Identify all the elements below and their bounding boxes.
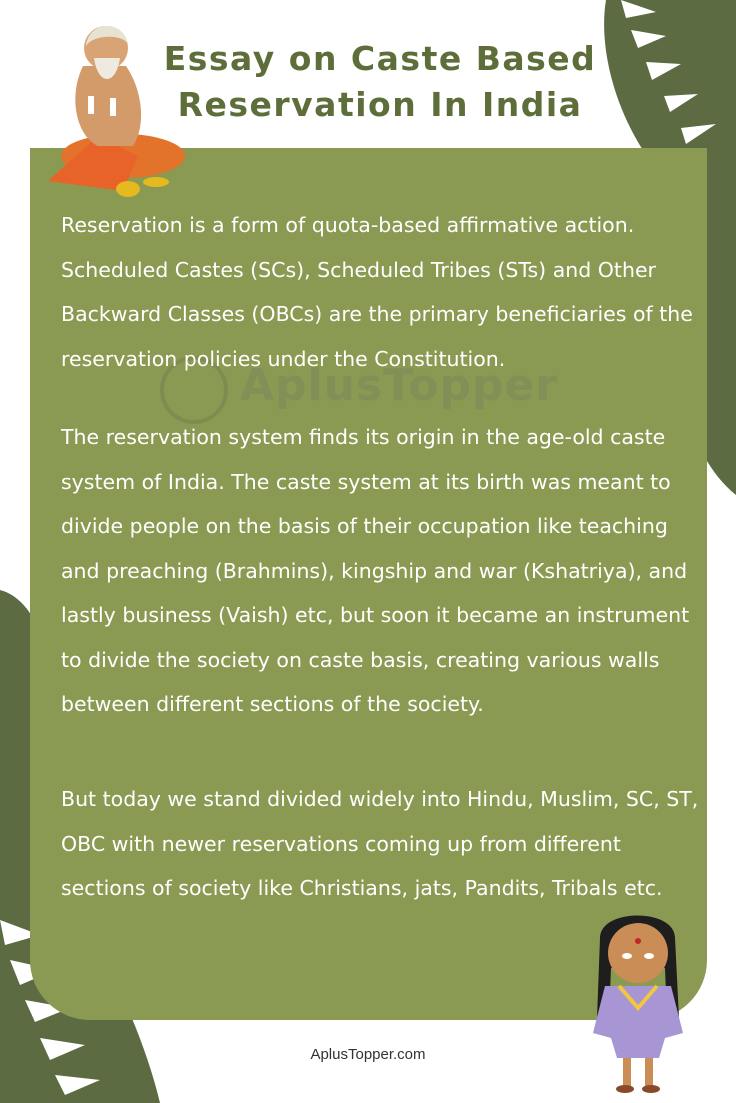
- title-line-2: Reservation In India: [177, 85, 583, 124]
- title-line-1: Essay on Caste Based: [163, 39, 597, 78]
- paragraph-2: The reservation system finds its origin in the age-old caste system of India. The caste system at its birth was meant to divide people on the basis of their occupation like teaching and preaching (Brahmins), kingship and war (Kshatriya), and lastly business (Vaish) etc, but soon it became an instrument to divide the society on caste basis, creating various walls between different sections of the society.: [61, 425, 690, 716]
- essay-title: [150, 36, 610, 128]
- girl-illustration: [575, 908, 703, 1098]
- watermark-text: AplusTopper: [240, 360, 559, 411]
- site-credit: AplusTopper.com: [310, 1046, 426, 1063]
- paragraph-1: Reservation is a form of quota-based affirmative action. Scheduled Castes (SCs), Scheduled Tribes (STs) and Other Backward Classes (OBCs) are the primary beneficiaries of the reservation policies under the Constitution.: [61, 213, 693, 371]
- sage-illustration: [28, 6, 188, 202]
- paragraph-3: But today we stand divided widely into Hindu, Muslim, SC, ST, OBC with newer reservations coming up from different sections of society like Christians, jats, Pandits, Tribals etc.: [61, 787, 699, 900]
